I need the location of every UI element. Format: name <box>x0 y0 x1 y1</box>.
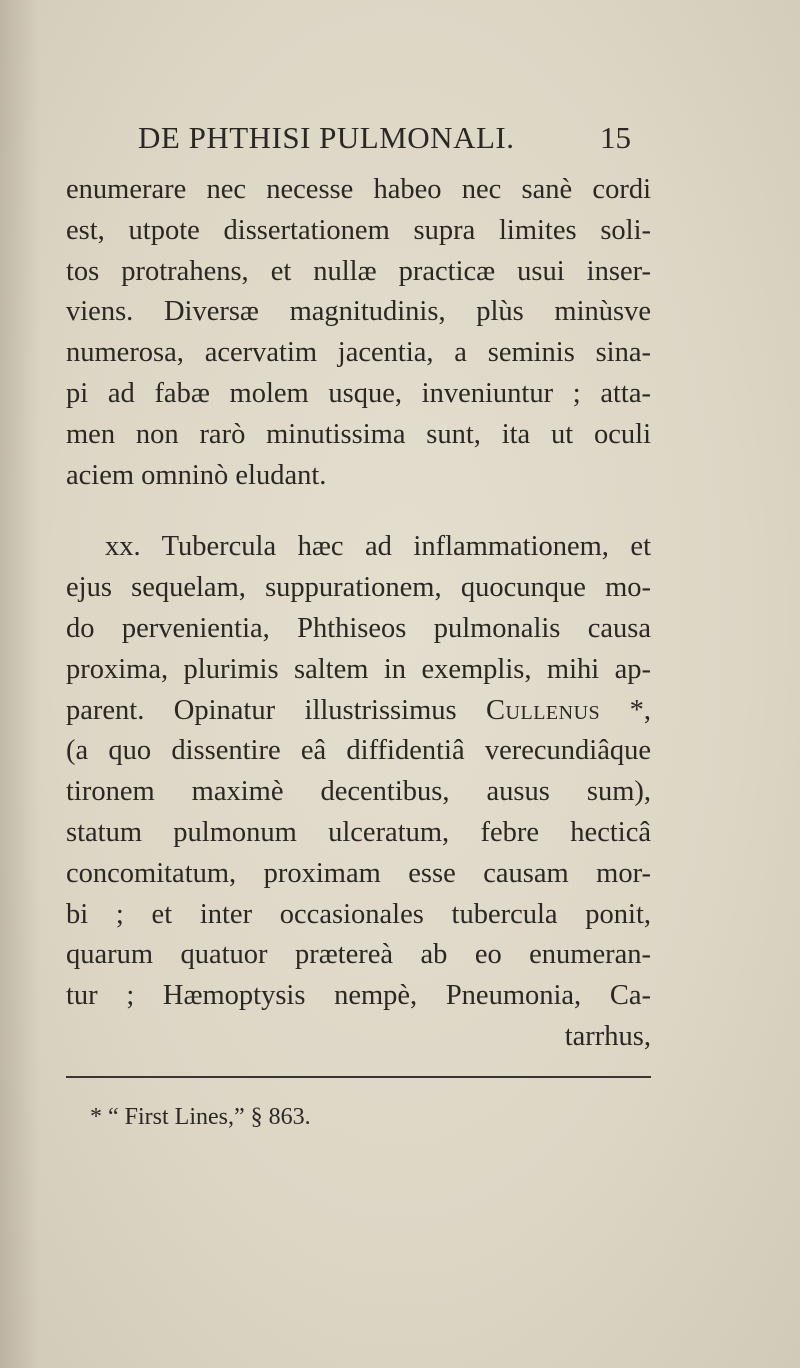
text-line: do pervenientia, Phthiseos pulmonalis causa <box>66 612 651 644</box>
text-line: enumerare nec necesse habeo nec sanè cordi <box>66 174 651 205</box>
text-line: bi ; et inter occasionales tubercula ponit, <box>66 898 651 930</box>
text-line: (a quo dissentire eâ diffidentiâ verecundiâque <box>66 735 651 767</box>
text-line: numerosa, acervatim jacentia, a seminis sina- <box>66 337 651 369</box>
text-line: ejus sequelam, suppurationem, quocunque mo- <box>66 572 651 604</box>
text-line: tironem maximè decentibus, ausus sum), <box>66 776 651 808</box>
text-line: statum pulmonum ulceratum, febre hecticâ <box>66 816 651 848</box>
catchword: tarrhus, <box>564 1020 651 1052</box>
text-line: xx. Tubercula hæc ad inflammationem, et <box>105 531 651 563</box>
text-line: men non rarò minutissima sunt, ita ut oculi <box>66 418 651 450</box>
text-line: viens. Diversæ magnitudinis, plùs minùsve <box>66 296 651 328</box>
text-line: est, utpote dissertationem supra limites soli- <box>66 214 651 246</box>
author-name-cullenus: Cullenus <box>486 694 601 726</box>
paragraph-gap <box>66 496 651 527</box>
text-line: tos protrahens, et nullæ practicæ usui inser- <box>66 255 651 287</box>
text-line: concomitatum, proximam esse causam mor- <box>66 857 651 889</box>
text-line: proxima, plurimis saltem in exemplis, mihi ap- <box>66 653 651 685</box>
footnote: * “ First Lines,” § 863. <box>90 1104 311 1130</box>
footnote-marker: *, <box>600 694 651 726</box>
body-text <box>66 170 651 1058</box>
page-number: 15 <box>600 120 631 155</box>
text-line: pi ad fabæ molem usque, inveniuntur ; atta- <box>66 377 651 409</box>
page-edge-shadow <box>0 0 40 1368</box>
text-line: aciem omninò eludant. <box>66 459 327 491</box>
text-line-cullenus <box>66 691 651 732</box>
text-line: tur ; Hæmoptysis nempè, Pneumonia, Ca- <box>66 980 651 1012</box>
running-head: DE PHTHISI PULMONALI. <box>138 120 515 155</box>
footnote-rule <box>66 1076 651 1078</box>
text-line: quarum quatuor prætereà ab eo enumeran- <box>66 939 651 971</box>
text-segment: parent. Opinatur illustrissimus <box>66 694 487 726</box>
